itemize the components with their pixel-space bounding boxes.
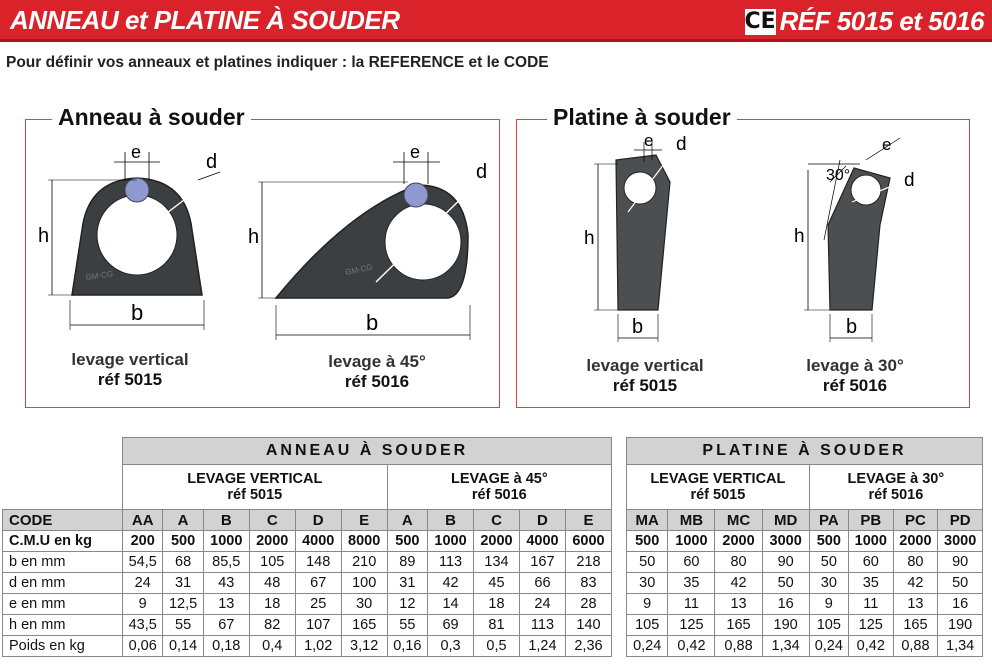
header-reference: RÉF 5015 et 5016 (779, 6, 984, 36)
table-cell: 30 (809, 573, 848, 594)
table-cell: 13 (893, 594, 938, 615)
table-cell: 9 (809, 594, 848, 615)
platine-vertical-caption (570, 356, 720, 396)
dim-h-label: h (584, 228, 595, 249)
table-cell: 1,34 (762, 636, 809, 657)
platine-group-vertical (627, 465, 810, 510)
table-cell: 165 (341, 615, 387, 636)
table-cell: 30 (627, 573, 668, 594)
header-banner (0, 0, 992, 42)
table-row (627, 636, 983, 657)
caption-ref: réf 5015 (612, 376, 678, 395)
table-cell: 190 (938, 615, 983, 636)
table-cell: 500 (163, 531, 203, 552)
dim-d-label: d (904, 170, 915, 191)
table-cell: MC (715, 510, 762, 531)
table-cell: 48 (249, 573, 295, 594)
table-row (627, 531, 983, 552)
table-cell: 8000 (341, 531, 387, 552)
table-cell: D (295, 510, 341, 531)
table-cell: PB (848, 510, 893, 531)
dim-e-label: e (131, 142, 142, 162)
table-cell: 1000 (848, 531, 893, 552)
anneau-45-hole (385, 204, 461, 280)
anneau-spec-table (2, 437, 612, 657)
table-cell: 24 (519, 594, 565, 615)
anneau-table-title: ANNEAU À SOUDER (123, 438, 612, 465)
dim-b-label: b (632, 316, 644, 338)
table-cell: C (249, 510, 295, 531)
table-cell: 31 (387, 573, 427, 594)
table-row (3, 636, 612, 657)
table-cell: 125 (848, 615, 893, 636)
table-cell: 0,18 (203, 636, 249, 657)
table-cell: 2000 (249, 531, 295, 552)
row-label: CODE (3, 510, 123, 531)
table-cell: 0,42 (668, 636, 715, 657)
anneau-45-marking: GM-CG (344, 262, 374, 277)
table-cell: 80 (715, 552, 762, 573)
table-cell: 18 (474, 594, 520, 615)
table-cell: 0,14 (163, 636, 203, 657)
table-cell: 105 (809, 615, 848, 636)
instruction-text: Pour définir vos anneaux et platines indiquer : la REFERENCE et le CODE (6, 54, 549, 71)
caption-text: levage à 45° (328, 352, 426, 371)
table-cell: 125 (668, 615, 715, 636)
table-cell: B (203, 510, 249, 531)
table-cell: 500 (627, 531, 668, 552)
group-ref: réf 5015 (690, 487, 746, 503)
table-cell: 28 (565, 594, 611, 615)
table-cell: D (519, 510, 565, 531)
anneau-table-body (3, 510, 612, 657)
table-cell: 50 (762, 573, 809, 594)
table-cell: 2000 (474, 531, 520, 552)
table-cell: 0,4 (249, 636, 295, 657)
table-cell: 12,5 (163, 594, 203, 615)
table-cell: 24 (123, 573, 163, 594)
table-cell: 500 (387, 531, 427, 552)
platine-group-30 (809, 465, 982, 510)
table-cell: 42 (428, 573, 474, 594)
table-cell: 43 (203, 573, 249, 594)
table-cell: 0,88 (715, 636, 762, 657)
table-cell: 9 (627, 594, 668, 615)
platine-30-diagram (790, 130, 930, 345)
dim-h-label: h (38, 225, 50, 247)
table-cell: MB (668, 510, 715, 531)
group-title: LEVAGE à 45° (451, 471, 548, 487)
table-cell: 4000 (295, 531, 341, 552)
table-cell: E (565, 510, 611, 531)
table-cell: 1,02 (295, 636, 341, 657)
table-cell: PD (938, 510, 983, 531)
row-label: Poids en kg (3, 636, 123, 657)
platine-30-caption (780, 356, 930, 396)
caption-ref: réf 5016 (344, 372, 410, 391)
table-cell: 1,34 (938, 636, 983, 657)
table-cell: 82 (249, 615, 295, 636)
table-row (3, 531, 612, 552)
table-cell: 148 (295, 552, 341, 573)
table-row (627, 573, 983, 594)
table-cell: 9 (123, 594, 163, 615)
table-cell: 0,42 (848, 636, 893, 657)
table-cell: 2000 (715, 531, 762, 552)
table-cell: AA (123, 510, 163, 531)
caption-ref: réf 5015 (97, 370, 163, 389)
table-cell: 0,06 (123, 636, 163, 657)
row-label: d en mm (3, 573, 123, 594)
table-cell: 3,12 (341, 636, 387, 657)
table-cell: 90 (938, 552, 983, 573)
table-cell: 12 (387, 594, 427, 615)
anneau-group-vertical (123, 465, 388, 510)
table-cell: 11 (668, 594, 715, 615)
table-cell: 85,5 (203, 552, 249, 573)
anneau-vertical-marking: GM-CG (85, 269, 114, 282)
group-title: LEVAGE VERTICAL (650, 471, 786, 487)
table-cell: 218 (565, 552, 611, 573)
table-cell: 30 (341, 594, 387, 615)
dim-d-label: d (476, 161, 488, 183)
table-cell: 0,24 (627, 636, 668, 657)
table-cell: 1,24 (519, 636, 565, 657)
group-ref: réf 5015 (227, 487, 283, 503)
table-cell: 107 (295, 615, 341, 636)
table-cell: 4000 (519, 531, 565, 552)
table-cell: 105 (627, 615, 668, 636)
table-cell: C (474, 510, 520, 531)
angle-30-label: 30° (826, 167, 851, 184)
table-cell: 13 (715, 594, 762, 615)
table-cell: 113 (519, 615, 565, 636)
table-cell: 60 (668, 552, 715, 573)
row-label: h en mm (3, 615, 123, 636)
dim-h-label: h (248, 226, 260, 248)
table-cell: B (428, 510, 474, 531)
table-cell: 0,16 (387, 636, 427, 657)
group-ref: réf 5016 (868, 487, 924, 503)
table-cell: 54,5 (123, 552, 163, 573)
anneau-group-45 (387, 465, 611, 510)
header-ref-group (745, 6, 984, 37)
table-cell: 16 (762, 594, 809, 615)
table-cell: 16 (938, 594, 983, 615)
table-cell: 0,24 (809, 636, 848, 657)
caption-ref: réf 5016 (822, 376, 888, 395)
table-row (3, 573, 612, 594)
table-cell: 18 (249, 594, 295, 615)
table-cell: 167 (519, 552, 565, 573)
table-cell: A (387, 510, 427, 531)
anneau-vertical-diagram (30, 140, 230, 340)
group-title: LEVAGE à 30° (847, 471, 945, 487)
caption-text: levage vertical (71, 350, 189, 369)
dim-d-label: d (206, 151, 218, 173)
table-cell: MD (762, 510, 809, 531)
platine-panel-title: Platine à souder (547, 104, 737, 131)
table-cell: A (163, 510, 203, 531)
table-cell: 35 (848, 573, 893, 594)
table-cell: 45 (474, 573, 520, 594)
table-cell: 67 (295, 573, 341, 594)
table-cell: 134 (474, 552, 520, 573)
platine-table-body (627, 510, 983, 657)
table-cell: PA (809, 510, 848, 531)
caption-text: levage à 30° (806, 356, 904, 375)
dim-b-label: b (846, 316, 858, 338)
group-ref: réf 5016 (471, 487, 527, 503)
table-cell: 14 (428, 594, 474, 615)
table-cell: 1000 (203, 531, 249, 552)
ce-mark-icon: CE (744, 8, 776, 34)
anneau-vertical-weld-bead (125, 178, 149, 202)
table-row (627, 552, 983, 573)
table-cell: 42 (715, 573, 762, 594)
row-label: e en mm (3, 594, 123, 615)
table-cell: 113 (428, 552, 474, 573)
table-cell: 68 (163, 552, 203, 573)
page-title: ANNEAU et PLATINE À SOUDER (10, 5, 400, 35)
table-row (627, 594, 983, 615)
anneau-45-weld-bead (404, 183, 428, 207)
dim-h-label: h (794, 226, 805, 247)
table-cell: 2000 (893, 531, 938, 552)
table-cell: 0,3 (428, 636, 474, 657)
platine-spec-table (626, 437, 983, 657)
table-cell: 500 (809, 531, 848, 552)
anneau-vertical-caption (55, 350, 205, 390)
table-cell: MA (627, 510, 668, 531)
platine-vertical-hole (624, 172, 656, 204)
dim-e-label: e (644, 131, 654, 150)
table-cell: 81 (474, 615, 520, 636)
platine-table-title: PLATINE À SOUDER (627, 438, 983, 465)
table-cell: 50 (938, 573, 983, 594)
table-cell: 210 (341, 552, 387, 573)
table-cell: 50 (809, 552, 848, 573)
row-label: b en mm (3, 552, 123, 573)
table-cell: 50 (627, 552, 668, 573)
table-row (627, 510, 983, 531)
table-cell: 1000 (668, 531, 715, 552)
dim-e-label: e (410, 142, 421, 162)
table-cell: 3000 (938, 531, 983, 552)
table-cell: 6000 (565, 531, 611, 552)
anneau-45-caption (302, 352, 452, 392)
table-cell: 165 (715, 615, 762, 636)
anneau-45-diagram (248, 140, 488, 345)
table-cell: E (341, 510, 387, 531)
table-cell: 105 (249, 552, 295, 573)
table-cell: 190 (762, 615, 809, 636)
table-cell: 83 (565, 573, 611, 594)
table-cell: 25 (295, 594, 341, 615)
table-cell: 80 (893, 552, 938, 573)
table-cell: 140 (565, 615, 611, 636)
table-cell: 67 (203, 615, 249, 636)
table-cell: 60 (848, 552, 893, 573)
table-cell: 0,88 (893, 636, 938, 657)
dim-d-label: d (676, 134, 687, 155)
table-cell: 35 (668, 573, 715, 594)
row-label: C.M.U en kg (3, 531, 123, 552)
table-cell: 11 (848, 594, 893, 615)
table-row (3, 615, 612, 636)
table-cell: PC (893, 510, 938, 531)
table-cell: 0,5 (474, 636, 520, 657)
table-row (3, 510, 612, 531)
table-cell: 13 (203, 594, 249, 615)
table-cell: 55 (387, 615, 427, 636)
table-cell: 66 (519, 573, 565, 594)
table-row (3, 552, 612, 573)
table-cell: 3000 (762, 531, 809, 552)
table-cell: 90 (762, 552, 809, 573)
table-cell: 200 (123, 531, 163, 552)
dim-b-label: b (366, 310, 379, 335)
table-cell: 100 (341, 573, 387, 594)
table-cell: 31 (163, 573, 203, 594)
group-title: LEVAGE VERTICAL (187, 471, 323, 487)
anneau-panel-title: Anneau à souder (52, 104, 251, 131)
table-row (627, 615, 983, 636)
table-cell: 165 (893, 615, 938, 636)
table-cell: 42 (893, 573, 938, 594)
table-cell: 1000 (428, 531, 474, 552)
table-cell: 43,5 (123, 615, 163, 636)
caption-text: levage vertical (586, 356, 704, 375)
dim-b-label: b (131, 300, 144, 325)
dim-e-label: e (882, 135, 892, 154)
table-row (3, 594, 612, 615)
platine-vertical-diagram (578, 130, 698, 345)
table-cell: 2,36 (565, 636, 611, 657)
table-cell: 55 (163, 615, 203, 636)
table-cell: 69 (428, 615, 474, 636)
table-cell: 89 (387, 552, 427, 573)
